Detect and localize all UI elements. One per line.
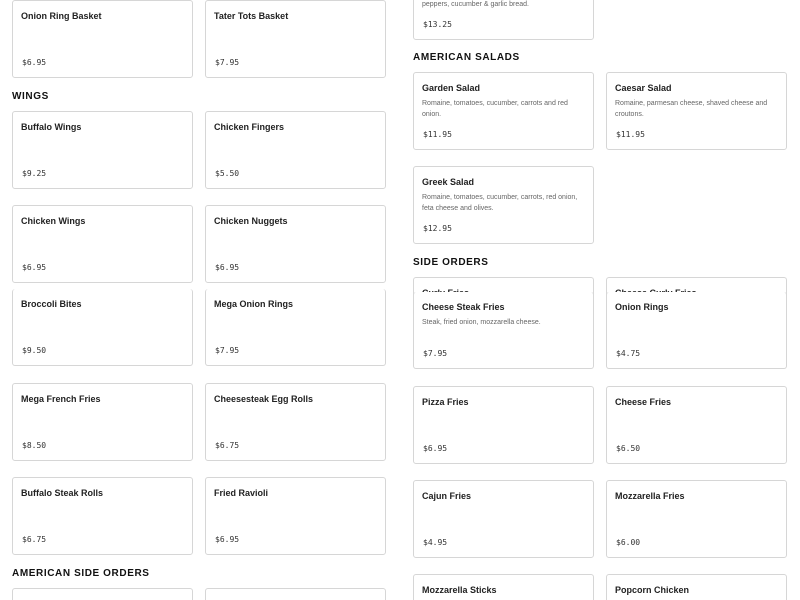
item-price: $11.95 [423,130,452,139]
item-name: Buffalo Wings [21,122,82,132]
menu-card-popcorn-chicken[interactable] [606,574,787,600]
item-name: Tater Tots Basket [214,11,289,21]
item-description: Romaine, parmesan cheese, shaved cheese and croutons. [615,99,768,118]
item-description: Romaine, tomatoes, cucumber, carrots and red onion. [422,99,568,118]
item-name: Pizza Fries [422,397,469,407]
menu-card-mozzarella-sticks[interactable] [413,574,594,600]
item-price: $8.50 [22,441,47,450]
item-price: $6.50 [616,444,641,453]
item-name: Caesar Salad [615,83,672,93]
menu-card-buffalo-steak-rolls[interactable] [12,477,193,555]
menu-card-mega-french-fries[interactable] [12,383,193,461]
menu-card-onion-rings[interactable] [606,292,787,369]
item-description: peppers, cucumber & garlic bread. [422,1,529,8]
menu-card-mega-onion-rings[interactable] [205,289,386,366]
menu-card-cheesesteak-egg-rolls[interactable] [205,383,386,461]
menu-card-top-right[interactable] [413,0,594,40]
menu-card-chicken-wings[interactable] [12,205,193,283]
menu-card-tater-tots-basket[interactable] [205,0,386,78]
item-price: $7.95 [423,349,448,358]
item-name: Mozzarella Fries [615,491,685,501]
item-name: Garden Salad [422,83,481,93]
menu-card-fried-ravioli[interactable] [205,477,386,555]
item-name: Cheese Fries [615,397,672,407]
menu-card-onion-ring-basket[interactable] [12,0,193,78]
item-price: $6.95 [22,263,47,272]
item-name: Cheesesteak Egg Rolls [214,394,314,404]
item-price: $6.75 [215,441,240,450]
menu-card-partial[interactable] [12,588,193,600]
menu-card-chicken-nuggets[interactable] [205,205,386,283]
menu-card-buffalo-wings[interactable] [12,111,193,189]
menu-card-caesar-salad[interactable] [606,72,787,150]
menu-card-cheese-fries[interactable] [606,386,787,464]
menu-card-chicken-fingers[interactable] [205,111,386,189]
item-name: Fried Ravioli [214,488,269,498]
menu-card-garden-salad[interactable] [413,72,594,150]
item-price: $12.95 [423,224,452,233]
menu-card-pizza-fries[interactable] [413,386,594,464]
item-price: $5.50 [215,169,240,178]
item-name: Mozzarella Sticks [422,585,497,595]
item-name: Mega Onion Rings [214,299,294,309]
item-name: Chicken Nuggets [214,216,288,226]
item-name: Chicken Fingers [214,122,285,132]
menu-card-cajun-fries[interactable] [413,480,594,558]
item-price: $13.25 [423,20,452,29]
menu-card-partial[interactable] [205,588,386,600]
item-name: Popcorn Chicken [615,585,690,595]
item-price: $6.75 [22,535,47,544]
item-price: $7.95 [215,346,240,355]
item-price: $6.00 [616,538,641,547]
section-title-american-salads: AMERICAN SALADS [413,52,520,63]
menu-card-broccoli-bites[interactable] [12,289,193,366]
item-name: Mega French Fries [21,394,101,404]
item-name: Cheese Steak Fries [422,302,505,312]
section-title-wings: WINGS [12,91,49,102]
section-title-side-orders: SIDE ORDERS [413,257,489,268]
item-description: Steak, fried onion, mozzarella cheese. [422,318,541,326]
menu-card-greek-salad[interactable] [413,166,594,244]
item-price: $7.95 [215,58,240,67]
item-name: Onion Rings [615,302,669,312]
item-price: $4.75 [616,349,641,358]
item-price: $9.50 [22,346,47,355]
menu-card-cheese-steak-fries[interactable] [413,292,594,369]
item-name: Onion Ring Basket [21,11,102,21]
item-description: Romaine, tomatoes, cucumber, carrots, red onion, feta cheese and olives. [422,193,578,212]
item-price: $6.95 [423,444,448,453]
item-price: $6.95 [215,535,240,544]
item-price: $11.95 [616,130,645,139]
item-name: Broccoli Bites [21,299,82,309]
item-price: $6.95 [215,263,240,272]
section-title-american-side-orders: AMERICAN SIDE ORDERS [12,568,150,579]
item-name: Greek Salad [422,177,475,187]
item-name: Chicken Wings [21,216,86,226]
menu-card-mozzarella-fries[interactable] [606,480,787,558]
item-name: Buffalo Steak Rolls [21,488,104,498]
item-price: $9.25 [22,169,47,178]
item-name: Cajun Fries [422,491,472,501]
item-price: $6.95 [22,58,47,67]
item-price: $4.95 [423,538,448,547]
